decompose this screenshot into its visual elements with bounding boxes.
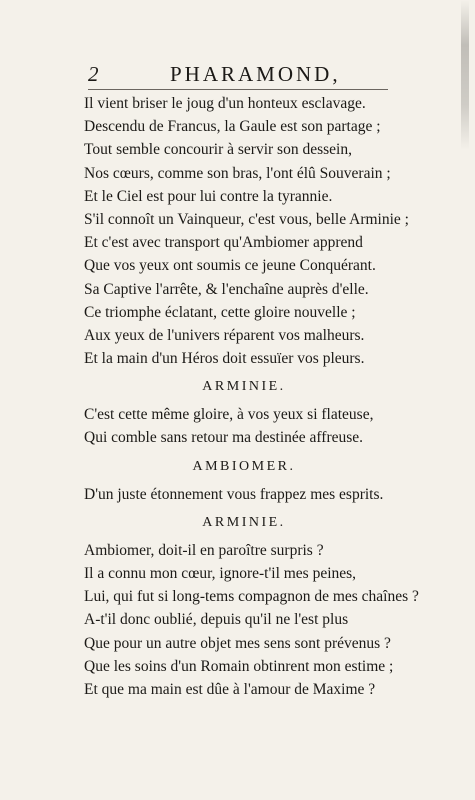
verse-line: Et que ma main est dûe à l'amour de Maxime ? (84, 680, 376, 698)
page-number: 2 (88, 62, 99, 86)
verse-line: Et le Ciel est pour lui contre la tyrannie. (84, 187, 333, 205)
verse-line: Sa Captive l'arrête, & l'enchaîne auprès d'elle. (84, 280, 369, 298)
speaker-heading: ARMINIE. (202, 514, 286, 530)
verse-line: S'il connoît un Vainqueur, c'est vous, belle Arminie ; (84, 210, 409, 228)
binding-shadow (461, 0, 469, 150)
verse-line: Nos cœurs, comme son bras, l'ont élû Souverain ; (84, 164, 391, 182)
verse-line: Qui comble sans retour ma destinée affreuse. (84, 429, 364, 447)
verse-line: A-t'il donc oublié, depuis qu'il ne l'est plus (84, 611, 349, 629)
verse-line: Que les soins d'un Romain obtinrent mon estime ; (84, 657, 394, 675)
verse-line: Descendu de Francus, la Gaule est son partage ; (84, 118, 381, 136)
verse-line: Aux yeux de l'univers réparent vos malheurs. (84, 326, 365, 344)
verse-line: D'un juste étonnement vous frappez mes esprits. (84, 485, 384, 503)
verse-line: Que pour un autre objet mes sens sont prévenus ? (84, 634, 391, 652)
verse-line: Que vos yeux ont soumis ce jeune Conquérant. (84, 257, 376, 275)
verse-line: C'est cette même gloire, à vos yeux si flateuse, (84, 406, 374, 424)
page-header (88, 62, 388, 90)
verse-line: Il a connu mon cœur, ignore-t'il mes peines, (84, 565, 357, 582)
verse-line: Ce triomphe éclatant, cette gloire nouvelle ; (84, 303, 356, 321)
verse-text (84, 92, 419, 701)
verse-line: Lui, qui fut si long-tems compagnon de mes chaînes ? (84, 588, 419, 606)
verse-line: Et c'est avec transport qu'Ambiomer apprend (84, 234, 363, 252)
speaker-heading: AMBIOMER. (192, 458, 296, 474)
verse-line: Ambiomer, doit-il en paroître surpris ? (84, 541, 324, 559)
speaker-heading: ARMINIE. (202, 379, 286, 395)
header-rule (88, 89, 388, 90)
verse-line: Il vient briser le joug d'un honteux esclavage. (84, 95, 366, 112)
running-title: PHARAMOND, (170, 62, 341, 86)
verse-line: Tout semble concourir à servir son dessein, (84, 141, 352, 159)
verse-line: Et la main d'un Héros doit essuïer vos pleurs. (84, 350, 365, 368)
